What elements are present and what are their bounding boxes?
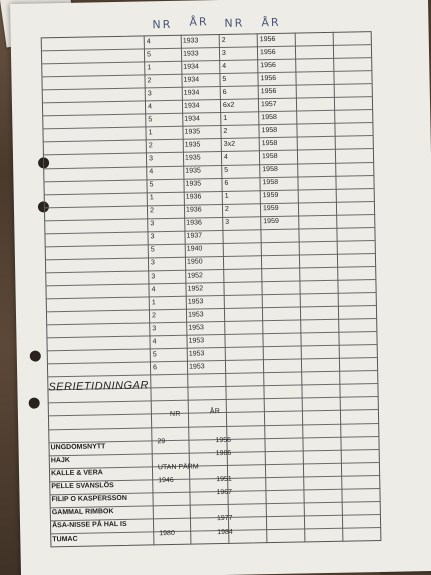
cell-year: 1936 <box>185 206 202 214</box>
cell-nr: 6 <box>222 88 227 96</box>
cell-nr: 4 <box>151 285 156 293</box>
cell-nr: 3 <box>151 272 156 280</box>
cell-nr: 5 <box>150 246 155 254</box>
cell-year: 1953 <box>188 350 205 358</box>
cell-year: 1953 <box>188 337 205 345</box>
cell-year: 1956 <box>259 48 276 56</box>
cell-year: 1934 <box>183 89 200 97</box>
cell-year: 1934 <box>183 76 200 84</box>
cell-year: 1956 <box>260 87 277 96</box>
cell-year: 1933 <box>182 50 199 58</box>
cell-nr: 3 <box>147 90 152 98</box>
section-title: SERIETIDNINGAR <box>48 379 150 394</box>
cell-year: 1953 <box>187 297 204 306</box>
cell-nr: 5 <box>148 116 153 124</box>
cell-nr: 6x2 <box>222 101 235 109</box>
magazine-year: 1967 <box>216 489 233 497</box>
magazine-year: 1986 <box>215 450 232 458</box>
magazine-name: GAMMAL RIMBOK <box>51 508 114 517</box>
cell-nr: 1 <box>224 193 229 201</box>
header-nr: NR <box>169 410 181 419</box>
magazine-name: PELLE SVANSLÖS <box>51 482 114 491</box>
magazine-name: TUMAC <box>52 535 78 543</box>
cell-year: 1953 <box>187 310 204 319</box>
handwritten-nr: NR <box>224 16 245 30</box>
cell-year: 1936 <box>185 193 202 201</box>
cell-nr: 6 <box>224 179 229 188</box>
cell-nr: 6 <box>152 364 158 372</box>
cell-year: 1957 <box>260 100 277 109</box>
cell-nr: 5 <box>152 351 157 359</box>
cell-year: 1958 <box>261 126 278 135</box>
handwritten-nr: NR <box>152 17 173 32</box>
cell-nr: 4 <box>222 62 227 70</box>
cell-year: 1934 <box>184 115 200 123</box>
cell-nr: 1 <box>149 194 154 202</box>
cell-year: 1959 <box>262 192 279 200</box>
cell-nr: 3x2 <box>223 140 236 148</box>
magazine-year: 1977 <box>216 515 233 523</box>
cell-year: 1956 <box>260 61 276 69</box>
cell-year: 1935 <box>185 167 201 175</box>
cell-year: 1953 <box>188 324 204 332</box>
cell-year: 1956 <box>259 35 276 43</box>
handwritten-ar: ÅR <box>189 15 209 29</box>
cell-nr: 3 <box>150 220 155 228</box>
cell-nr: 4 <box>152 338 157 346</box>
cell-nr: 2 <box>221 36 226 44</box>
cell-nr: 2 <box>149 207 155 215</box>
cell-nr: 3 <box>225 219 230 227</box>
cell-nr: 2 <box>148 142 153 150</box>
cell-year: 1937 <box>186 232 203 241</box>
cell-year: 1958 <box>261 152 278 161</box>
cell-year: 1952 <box>187 271 203 280</box>
cell-year: 1958 <box>261 113 277 122</box>
cell-year: 1958 <box>262 179 279 187</box>
cell-nr: 1 <box>151 298 156 306</box>
ledger-sheet <box>10 0 431 575</box>
magazine-year: 1956 <box>215 436 232 445</box>
cell-year: 1958 <box>261 139 278 148</box>
cell-nr: 4 <box>149 168 154 176</box>
magazine-name: UNGDOMSNYTT <box>50 443 106 452</box>
cell-nr: 3 <box>150 233 155 241</box>
header-ar: ÅR <box>209 408 221 416</box>
cell-nr: 5 <box>222 75 227 83</box>
magazine-name: FILIP O KASPERSSON <box>51 495 127 504</box>
cell-year: 1936 <box>186 219 202 227</box>
punch-hole <box>30 350 41 361</box>
cell-year: 1953 <box>188 363 205 371</box>
magazine-nr: UTAN PÄRM <box>157 463 199 472</box>
punch-hole <box>29 398 40 409</box>
cell-year: 1958 <box>262 165 278 174</box>
cell-year: 1959 <box>263 218 279 226</box>
cell-year: 1950 <box>186 258 203 267</box>
cell-nr: 1 <box>147 64 152 72</box>
cell-nr: 4 <box>223 153 228 161</box>
cell-nr: 5 <box>224 166 229 175</box>
cell-nr: 2 <box>223 127 228 135</box>
handwritten-ar: ÅR <box>261 15 281 30</box>
cell-nr: 3 <box>152 324 157 333</box>
magazine-nr: 1946 <box>158 477 174 485</box>
cell-nr: 5 <box>149 181 154 189</box>
table-grid <box>10 0 428 4</box>
cell-nr: 1 <box>223 114 228 122</box>
cell-year: 1940 <box>186 245 203 254</box>
cell-nr: 2 <box>151 311 157 319</box>
magazine-year: 1951 <box>216 476 232 484</box>
cell-year: 1935 <box>184 154 201 162</box>
cell-nr: 3 <box>221 49 226 57</box>
cell-year: 1935 <box>184 128 201 136</box>
cell-year: 1935 <box>184 141 201 149</box>
cell-nr: 2 <box>147 77 152 85</box>
cell-nr: 2 <box>224 206 229 214</box>
cell-year: 1952 <box>187 284 204 293</box>
magazine-name: HAJK <box>50 457 70 465</box>
cell-year: 1933 <box>182 36 199 45</box>
cell-nr: 3 <box>150 259 156 267</box>
cell-nr: 4 <box>146 37 151 45</box>
magazine-year: 1984 <box>217 528 233 536</box>
cell-year: 1935 <box>185 180 202 188</box>
cell-year: 1959 <box>262 205 279 213</box>
cell-nr: 4 <box>147 103 153 111</box>
magazine-nr: 1980 <box>159 529 175 537</box>
magazine-nr: 29 <box>157 438 166 446</box>
cell-nr: 3 <box>148 155 154 163</box>
cell-nr: 1 <box>148 129 153 137</box>
cell-year: 1956 <box>260 74 277 82</box>
magazine-name: KALLE & VERA <box>51 469 103 478</box>
cell-year: 1934 <box>183 102 200 110</box>
cell-nr: 5 <box>146 50 152 59</box>
magazine-name: ÅSA-NISSE PÅ HAL IS <box>52 521 127 530</box>
cell-year: 1934 <box>183 63 199 71</box>
